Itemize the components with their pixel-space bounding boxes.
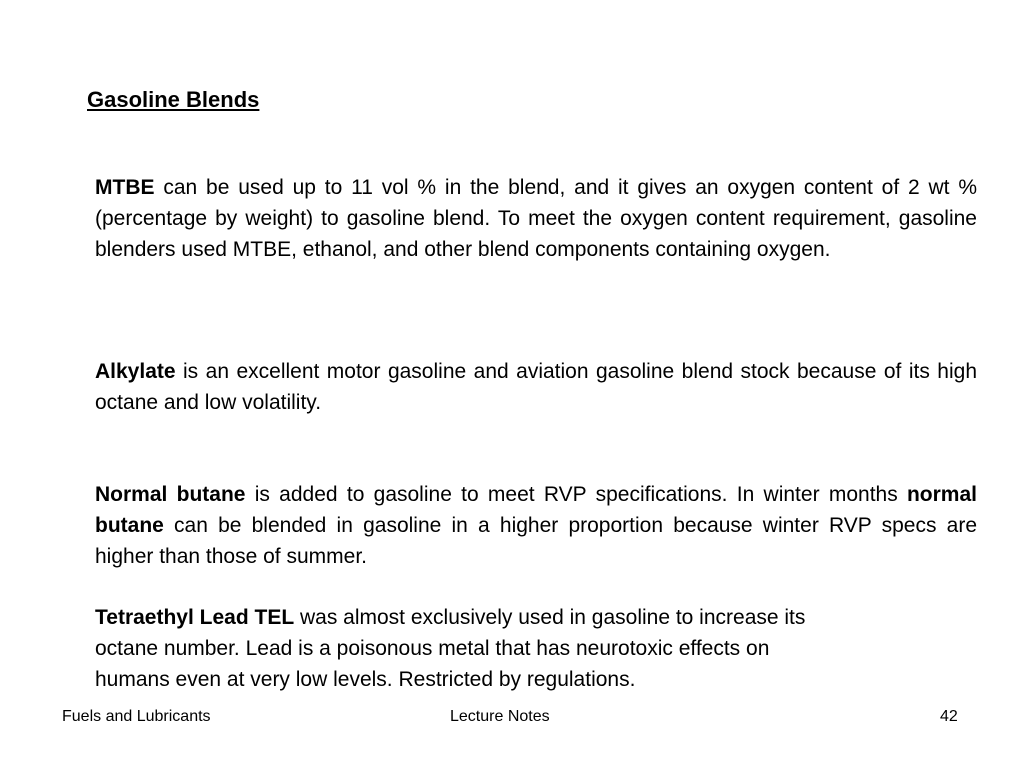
paragraph-normal-butane-text-2: can be blended in gasoline in a higher proportion because winter RVP specs are higher than those of summer. — [95, 514, 977, 568]
paragraph-tel — [95, 602, 975, 695]
slide-title: Gasoline Blends — [87, 87, 260, 112]
term-alkylate: Alkylate — [95, 360, 176, 383]
footer-course-name: Fuels and Lubricants — [62, 708, 211, 725]
paragraph-normal-butane — [95, 479, 977, 572]
term-normal-butane-2: normal butane — [95, 483, 977, 537]
paragraph-mtbe — [95, 172, 977, 265]
paragraph-tel-text-2: octane number. Lead is a poisonous metal that has neurotoxic effects on — [95, 637, 770, 660]
term-normal-butane: Normal butane — [95, 483, 246, 506]
footer-page-number: 42 — [940, 708, 958, 725]
term-mtbe: MTBE — [95, 176, 155, 199]
paragraph-alkylate-text: is an excellent motor gasoline and aviation gasoline blend stock because of its high octane and low volatility. — [95, 360, 977, 414]
paragraph-alkylate — [95, 356, 977, 418]
paragraph-mtbe-text: can be used up to 11 vol % in the blend, and it gives an oxygen content of 2 wt % (percentage by weight) to gasoline blend. To meet the oxygen content requirement, gasoline blenders used MTBE, ethanol, and other blend components containing oxygen. — [95, 176, 977, 261]
paragraph-normal-butane-text-1: is added to gasoline to meet RVP specifications. In winter months — [245, 483, 907, 506]
footer-lecture-notes: Lecture Notes — [450, 708, 550, 725]
term-tel: Tetraethyl Lead TEL — [95, 606, 295, 629]
paragraph-tel-text-1: was almost exclusively used in gasoline to increase its — [294, 606, 806, 629]
paragraph-tel-text-3: humans even at very low levels. Restricted by regulations. — [95, 668, 636, 691]
